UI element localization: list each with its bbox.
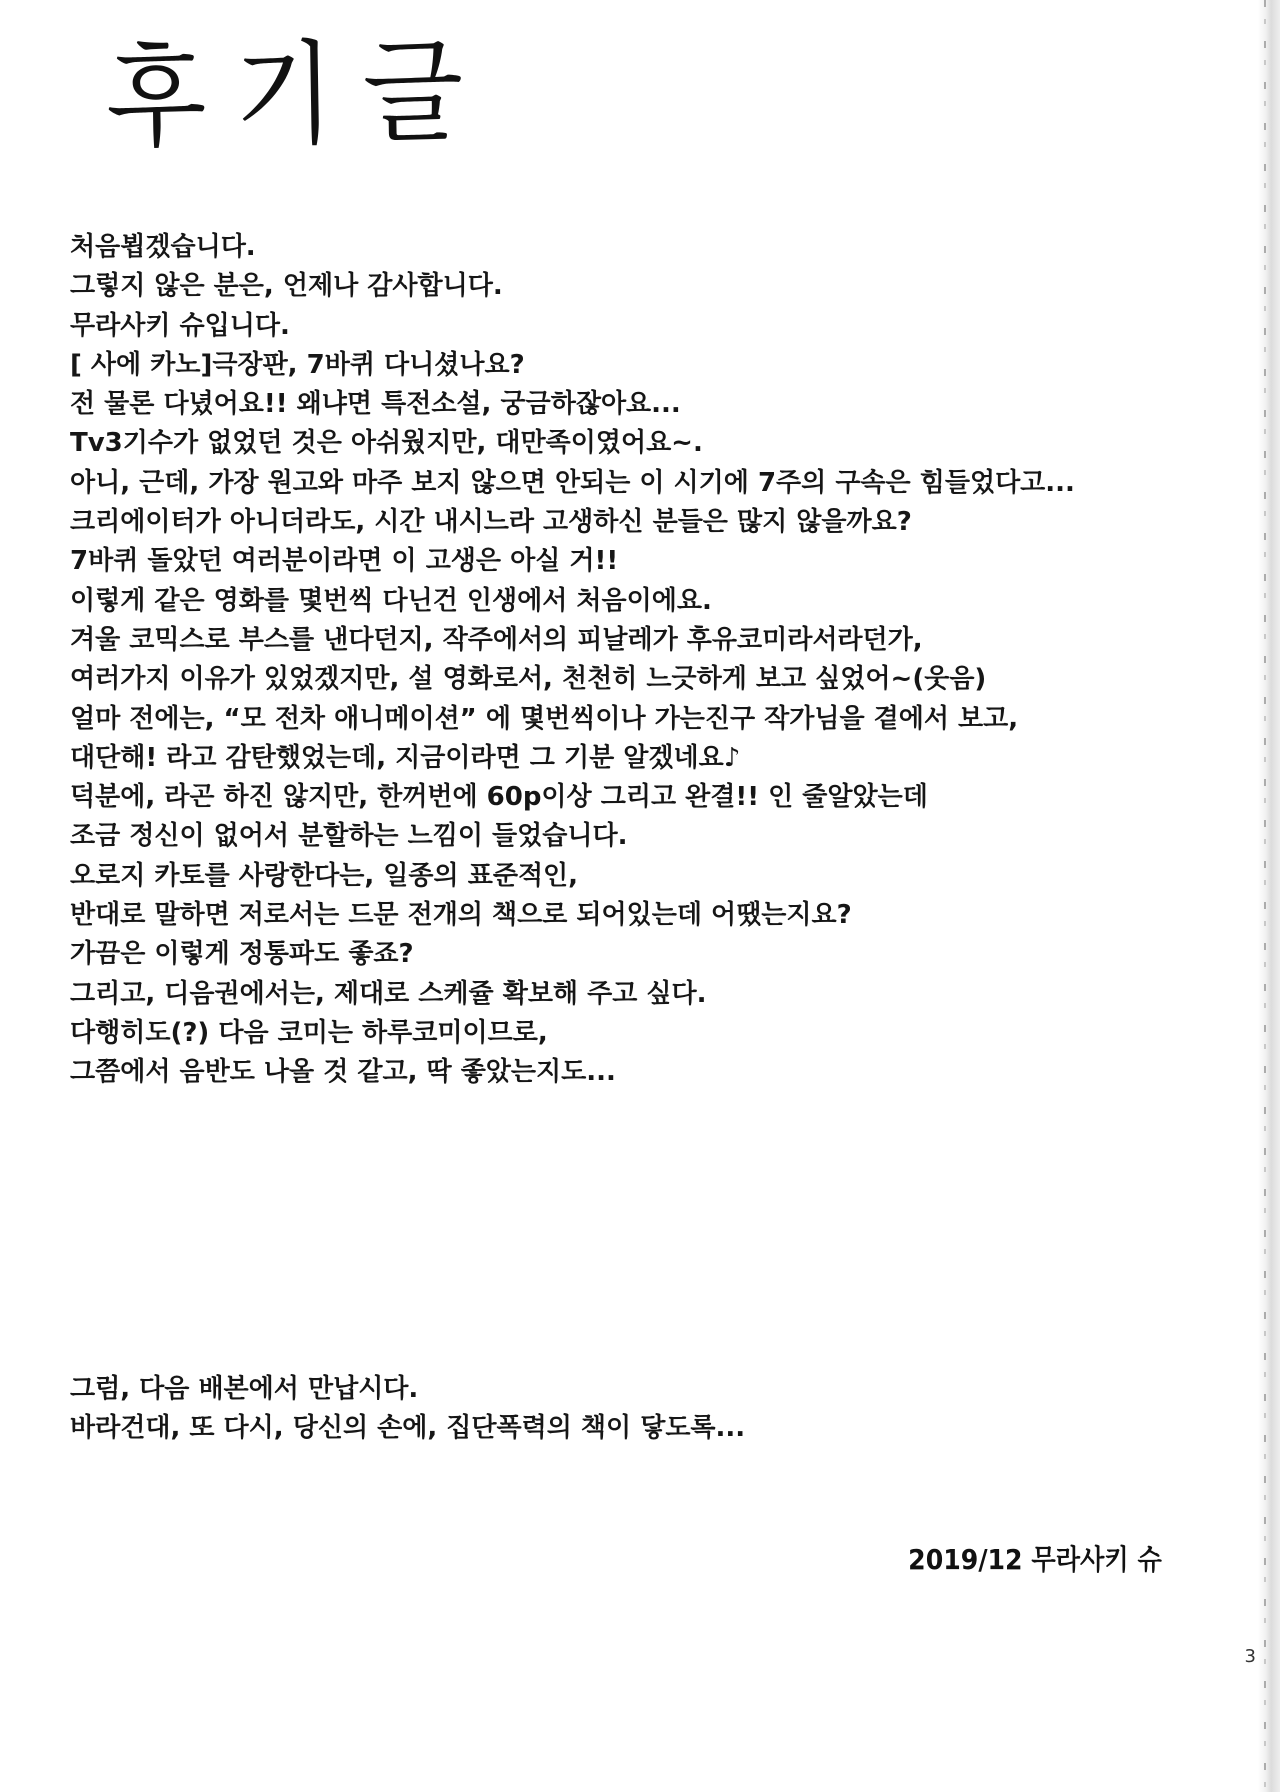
text-line: 그쯤에서 음반도 나올 것 같고, 딱 좋았는지도...: [70, 1057, 616, 1088]
closing-line: 바라건대, 또 다시, 당신의 손에, 집단폭력의 책이 닿도록...: [70, 1413, 746, 1444]
text-line: Tv3기수가 없었던 것은 아쉬웠지만, 대만족이였어요~.: [70, 428, 703, 459]
text-line: 무라사키 슈입니다.: [70, 310, 290, 341]
author-signature: 2019/12 무라사키 슈: [908, 1543, 1162, 1576]
text-line: 겨울 코믹스로 부스를 낸다던지, 작주에서의 피날레가 후유코미라서라던가,: [70, 624, 923, 655]
text-line: 크리에이터가 아니더라도, 시간 내시느라 고생하신 분들은 많지 않을까요?: [70, 507, 912, 538]
text-line: 여러가지 이유가 있었겠지만, 설 영화로서, 천천히 느긋하게 보고 싶었어~(웃음): [70, 664, 987, 695]
text-line: 이렇게 같은 영화를 몇번씩 다닌건 인생에서 처음이에요.: [70, 585, 712, 616]
text-line: 오로지 카토를 사랑한다는, 일종의 표준적인,: [70, 860, 579, 891]
page-title: 후기글: [104, 25, 493, 165]
text-line: 얼마 전에는, “모 전차 애니메이션” 에 몇번씩이나 가는진구 작가님을 곁에서 보고,: [70, 703, 1019, 734]
text-line: 조금 정신이 없어서 분할하는 느낌이 들었습니다.: [70, 821, 628, 852]
text-line: 전 물론 다녔어요!! 왜냐면 특전소설, 궁금하잖아요...: [70, 389, 681, 420]
closing-paragraph: [70, 1370, 1210, 1449]
scanned-page-edge: [1258, 0, 1280, 1792]
text-line: 그리고, 디음권에서는, 제대로 스케쥴 확보해 주고 싶다.: [70, 978, 707, 1009]
text-line: 아니, 근데, 가장 원고와 마주 보지 않으면 안되는 이 시기에 7주의 구속은 힘들었다고...: [70, 467, 1075, 498]
text-line: [ 사에 카노]극장판, 7바퀴 다니셨나요?: [70, 349, 525, 380]
text-line: 처음뵙겠습니다.: [70, 232, 256, 262]
text-line: 가끔은 이렇게 정통파도 좋죠?: [70, 939, 414, 970]
text-line: 그렇지 않은 분은, 언제나 감사합니다.: [70, 271, 503, 302]
scanned-edge-marks: [1264, 0, 1266, 1792]
text-line: 다행히도(?) 다음 코미는 하루코미이므로,: [70, 1017, 548, 1048]
text-line: 덕분에, 라곤 하진 않지만, 한꺼번에 60p이상 그리고 완결!! 인 줄알았는데: [70, 782, 928, 813]
text-line: 7바퀴 돌았던 여러분이라면 이 고생은 아실 거!!: [70, 546, 619, 577]
page-number: 3: [1244, 1646, 1256, 1667]
closing-line: 그럼, 다음 배본에서 만납시다.: [70, 1374, 419, 1404]
text-line: 대단해! 라고 감탄했었는데, 지금이라면 그 기분 알겠네요♪: [70, 742, 741, 773]
text-line: 반대로 말하면 저로서는 드문 전개의 책으로 되어있는데 어땠는지요?: [70, 900, 852, 931]
afterword-body: [70, 228, 1210, 1093]
